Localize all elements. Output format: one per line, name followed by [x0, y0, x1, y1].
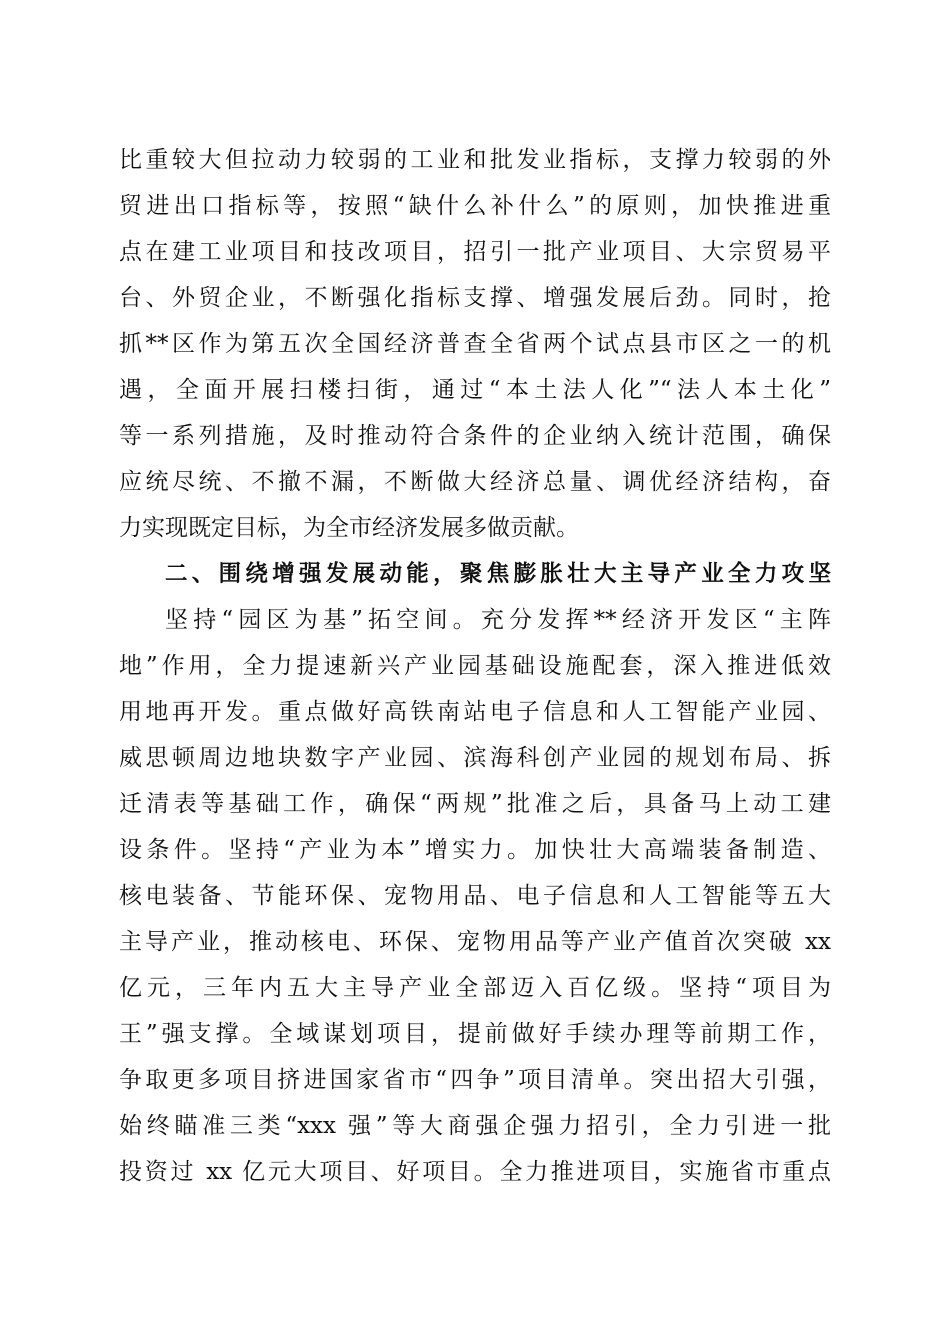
paragraph-1-line-5: 抓**区作为第五次全国经济普查全省两个试点县市区之一的机 — [119, 331, 831, 357]
paragraph-2-line-1: 坚持“园区为基”拓空间。充分发挥**经济开发区“主阵 — [165, 607, 831, 633]
paragraph-1-line-4: 台、外贸企业，不断强化指标支撑、增强发展后劲。同时，抢 — [119, 285, 831, 311]
paragraph-1-line-6: 遇，全面开展扫楼扫街，通过“本土法人化”“法人本土化” — [119, 377, 831, 403]
paragraph-1-line-1: 比重较大但拉动力较弱的工业和批发业指标，支撑力较弱的外 — [119, 147, 831, 173]
paragraph-1-line-7: 等一系列措施，及时推动符合条件的企业纳入统计范围，确保 — [119, 423, 831, 449]
paragraph-2-line-5: 迁清表等基础工作，确保“两规”批准之后，具备马上动工建 — [119, 791, 831, 817]
paragraph-2-line-8: 主导产业，推动核电、环保、宠物用品等产业产值首次突破 xx — [119, 929, 831, 955]
paragraph-2-line-11: 争取更多项目挤进国家省市“四争”项目清单。突出招大引强， — [119, 1067, 831, 1093]
paragraph-2-line-3: 用地再开发。重点做好高铁南站电子信息和人工智能产业园、 — [119, 699, 831, 725]
paragraph-2-line-10: 王”强支撑。全域谋划项目，提前做好手续办理等前期工作， — [119, 1021, 831, 1047]
paragraph-1-line-2: 贸进出口指标等，按照“缺什么补什么”的原则，加快推进重 — [119, 193, 831, 219]
paragraph-2-line-6: 设条件。坚持“产业为本”增实力。加快壮大高端装备制造、 — [119, 837, 831, 863]
paragraph-1-line-9: 力实现既定目标，为全市经济发展多做贡献。 — [119, 515, 579, 541]
paragraph-2-line-4: 威思顿周边地块数字产业园、滨海科创产业园的规划布局、拆 — [119, 745, 831, 771]
paragraph-2-line-9: 亿元，三年内五大主导产业全部迈入百亿级。坚持“项目为 — [119, 975, 831, 1001]
paragraph-2-line-13: 投资过 xx 亿元大项目、好项目。全力推进项目，实施省市重点 — [119, 1159, 831, 1185]
paragraph-2-line-12: 始终瞄准三类“xxx 强”等大商强企强力招引，全力引进一批 — [119, 1113, 831, 1139]
paragraph-2-line-7: 核电装备、节能环保、宠物用品、电子信息和人工智能等五大 — [119, 883, 831, 909]
section-heading-2: 二、围绕增强发展动能，聚焦膨胀壮大主导产业全力攻坚 — [165, 561, 831, 587]
paragraph-1-line-8: 应统尽统、不撤不漏，不断做大经济总量、调优经济结构，奋 — [119, 469, 831, 495]
paragraph-2-line-2: 地”作用，全力提速新兴产业园基础设施配套，深入推进低效 — [119, 653, 831, 679]
paragraph-1-line-3: 点在建工业项目和技改项目，招引一批产业项目、大宗贸易平 — [119, 239, 831, 265]
